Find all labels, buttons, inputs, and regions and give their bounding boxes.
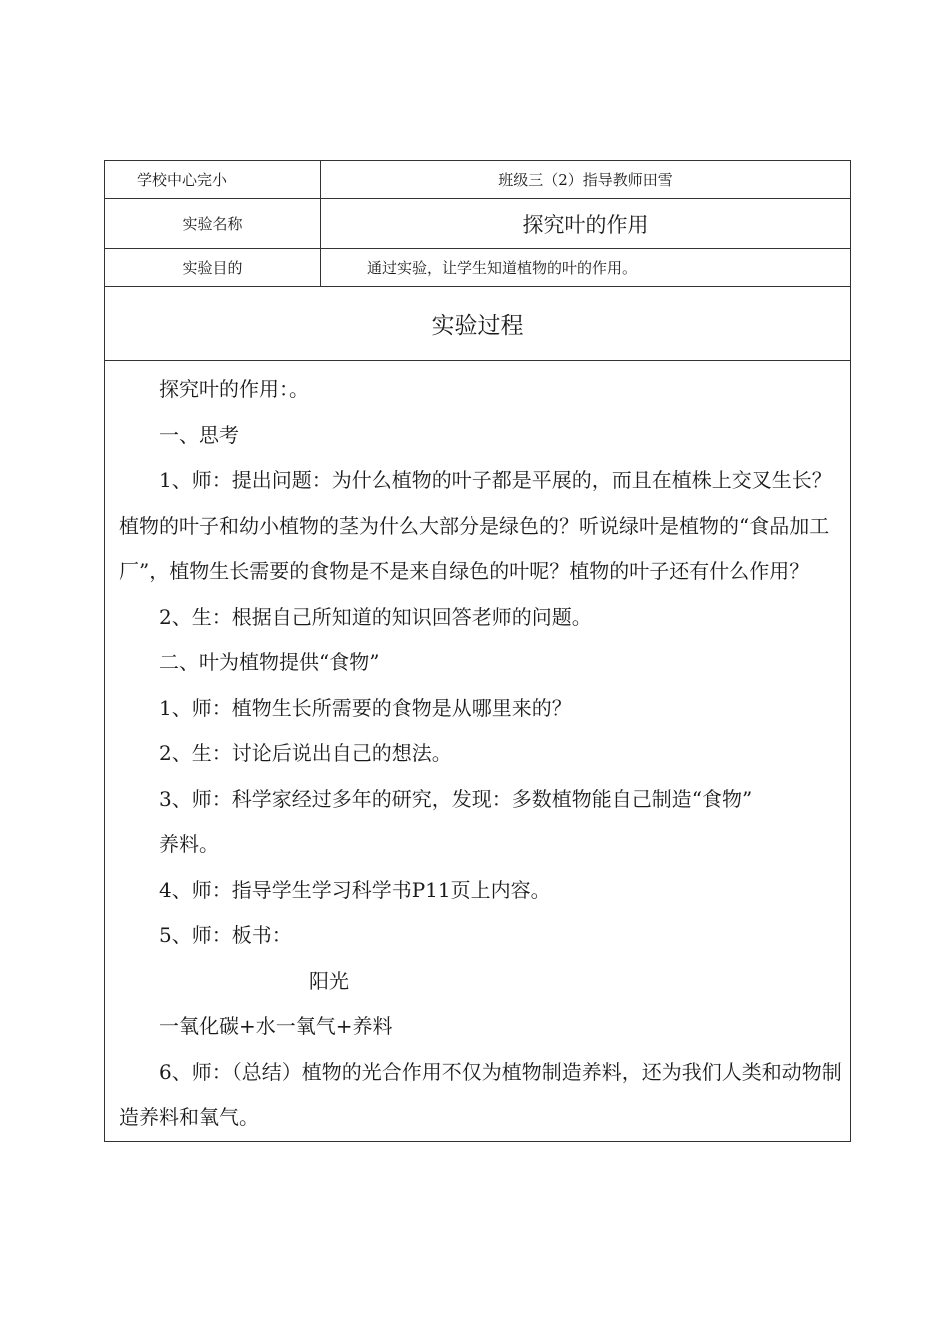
paragraph-item: 1、师：提出问题：为什么植物的叶子都是平展的，而且在植株上交叉生长？植物的叶子和幼小植物的茎为什么大部分是绿色的？听说绿叶是植物的“食品加工厂”，植物生长需要的食物是不是来自绿色的叶呢？植物的叶子还有什么作用？ [119, 468, 832, 583]
process-title: 实验过程 [105, 287, 850, 361]
section-heading-think: 一、思考 [159, 422, 239, 447]
header-row-name [105, 199, 850, 249]
paragraph-item: 6、师：（总结）植物的光合作用不仅为植物制造养料，还为我们人类和动物制造养料和氧气。 [119, 1059, 842, 1129]
paragraph-item: 1、师：植物生长所需要的食物是从哪里来的？ [159, 695, 572, 720]
school-cell: 学校中心完小 [105, 161, 321, 198]
formula-equation: 一氧化碳+水一氧气+养料 [159, 1014, 393, 1038]
experiment-purpose-value: 通过实验，让学生知道植物的叶的作用。 [367, 259, 638, 277]
experiment-name-value: 探究叶的作用 [522, 212, 649, 237]
paragraph-item: 3、师：科学家经过多年的研究，发现：多数植物能自己制造“食物” [159, 786, 753, 811]
experiment-name-label: 实验名称 [105, 199, 321, 248]
formula-condition: 阳光 [309, 968, 349, 993]
paragraph-item-continued: 养料。 [159, 832, 219, 856]
process-content [105, 361, 850, 1141]
class-teacher-cell: 班级三（2）指导教师田雪 [498, 171, 673, 189]
paragraph-item: 5、师：板书： [159, 923, 292, 947]
section-heading-food: 二、叶为植物提供“食物” [159, 650, 380, 674]
header-row-purpose [105, 249, 850, 287]
experiment-record-table [104, 160, 851, 1142]
header-row-school [105, 161, 850, 199]
intro-line: 探究叶的作用：。 [159, 377, 309, 401]
experiment-purpose-label: 实验目的 [105, 249, 321, 286]
paragraph-item: 2、生：根据自己所知道的知识回答老师的问题。 [159, 604, 592, 629]
paragraph-item: 2、生：讨论后说出自己的想法。 [159, 741, 452, 765]
paragraph-item: 4、师：指导学生学习科学书P11页上内容。 [159, 877, 551, 902]
